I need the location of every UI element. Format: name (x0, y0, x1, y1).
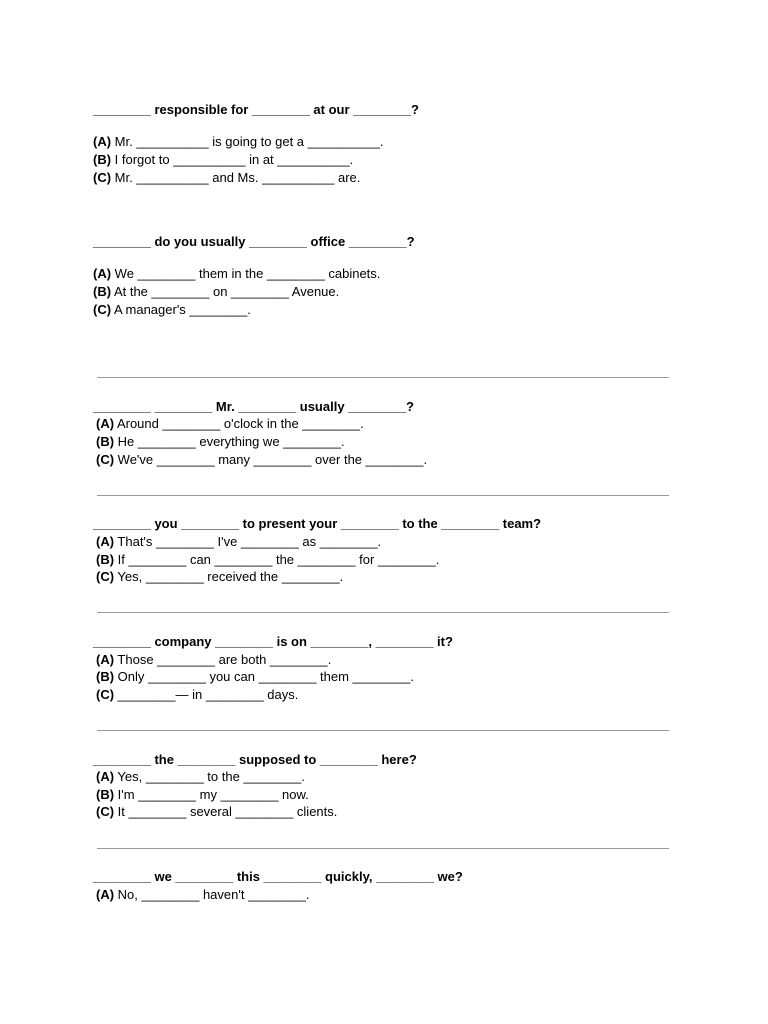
question-2-prompt: ________ do you usually ________ office ________? (93, 234, 415, 249)
option-letter: (C) (93, 302, 112, 317)
option-text: Around ________ o'clock in the ________. (114, 416, 364, 431)
divider (97, 730, 669, 731)
question-1-prompt: ________ responsible for ________ at our ________? (93, 102, 419, 117)
option-letter: (C) (96, 687, 115, 702)
question-2-option-c (93, 302, 251, 317)
option-letter: (A) (93, 266, 112, 281)
question-4-option-b (96, 552, 439, 567)
question-3-option-b (96, 434, 345, 449)
question-1-option-a (93, 134, 384, 149)
option-text: Mr. __________ is going to get a __________. (111, 134, 384, 149)
option-text: Those ________ are both ________. (114, 652, 332, 667)
option-letter: (B) (96, 552, 115, 567)
option-letter: (B) (96, 787, 115, 802)
question-5-option-c (96, 687, 298, 702)
question-6-prompt: ________ the ________ supposed to ________ here? (93, 752, 417, 767)
option-text: Yes, ________ received the ________. (114, 569, 344, 584)
option-letter: (C) (96, 569, 115, 584)
question-3-option-c (96, 452, 427, 467)
option-letter: (A) (96, 534, 115, 549)
option-text: That's ________ I've ________ as ________. (114, 534, 382, 549)
question-1-option-b (93, 152, 353, 167)
question-4-option-a (96, 534, 381, 549)
question-5-prompt: ________ company ________ is on ________, ________ it? (93, 634, 453, 649)
option-text: Mr. __________ and Ms. __________ are. (111, 170, 361, 185)
option-text: Only ________ you can ________ them ________. (114, 669, 415, 684)
question-4-option-c (96, 569, 343, 584)
option-text: We ________ them in the ________ cabinets. (111, 266, 381, 281)
option-letter: (B) (93, 152, 112, 167)
divider (97, 495, 669, 496)
question-4-prompt: ________ you ________ to present your ________ to the ________ team? (93, 516, 542, 531)
question-2-option-a (93, 266, 380, 281)
option-letter: (A) (96, 887, 115, 902)
option-text: If ________ can ________ the ________ for ________. (114, 552, 440, 567)
question-2-option-b (93, 284, 339, 299)
question-6-option-b (96, 787, 309, 802)
option-text: I forgot to __________ in at __________. (111, 152, 354, 167)
option-letter: (C) (93, 170, 112, 185)
option-text: Yes, ________ to the ________. (114, 769, 305, 784)
question-7-prompt: ________ we ________ this ________ quickly, ________ we? (93, 869, 463, 884)
option-letter: (C) (96, 804, 115, 819)
option-letter: (B) (96, 669, 115, 684)
option-letter: (B) (93, 284, 112, 299)
question-1-option-c (93, 170, 360, 185)
question-6-option-a (96, 769, 305, 784)
question-3-prompt: ________ ________ Mr. ________ usually ________? (93, 399, 414, 414)
option-letter: (B) (96, 434, 115, 449)
option-text: He ________ everything we ________. (114, 434, 345, 449)
option-letter: (A) (96, 416, 115, 431)
option-text: At the ________ on ________ Avenue. (111, 284, 340, 299)
question-5-option-b (96, 669, 414, 684)
option-letter: (C) (96, 452, 115, 467)
divider (97, 377, 669, 378)
option-letter: (A) (96, 652, 115, 667)
option-text: No, ________ haven't ________. (114, 887, 310, 902)
question-7-option-a (96, 887, 310, 902)
option-text: ________— in ________ days. (114, 687, 299, 702)
option-letter: (A) (93, 134, 112, 149)
divider (97, 848, 669, 849)
question-6-option-c (96, 804, 337, 819)
option-text: We've ________ many ________ over the ________. (114, 452, 428, 467)
option-text: I'm ________ my ________ now. (114, 787, 309, 802)
divider (97, 612, 669, 613)
option-text: It ________ several ________ clients. (114, 804, 338, 819)
option-letter: (A) (96, 769, 115, 784)
question-3-option-a (96, 416, 364, 431)
question-5-option-a (96, 652, 331, 667)
option-text: A manager's ________. (111, 302, 251, 317)
